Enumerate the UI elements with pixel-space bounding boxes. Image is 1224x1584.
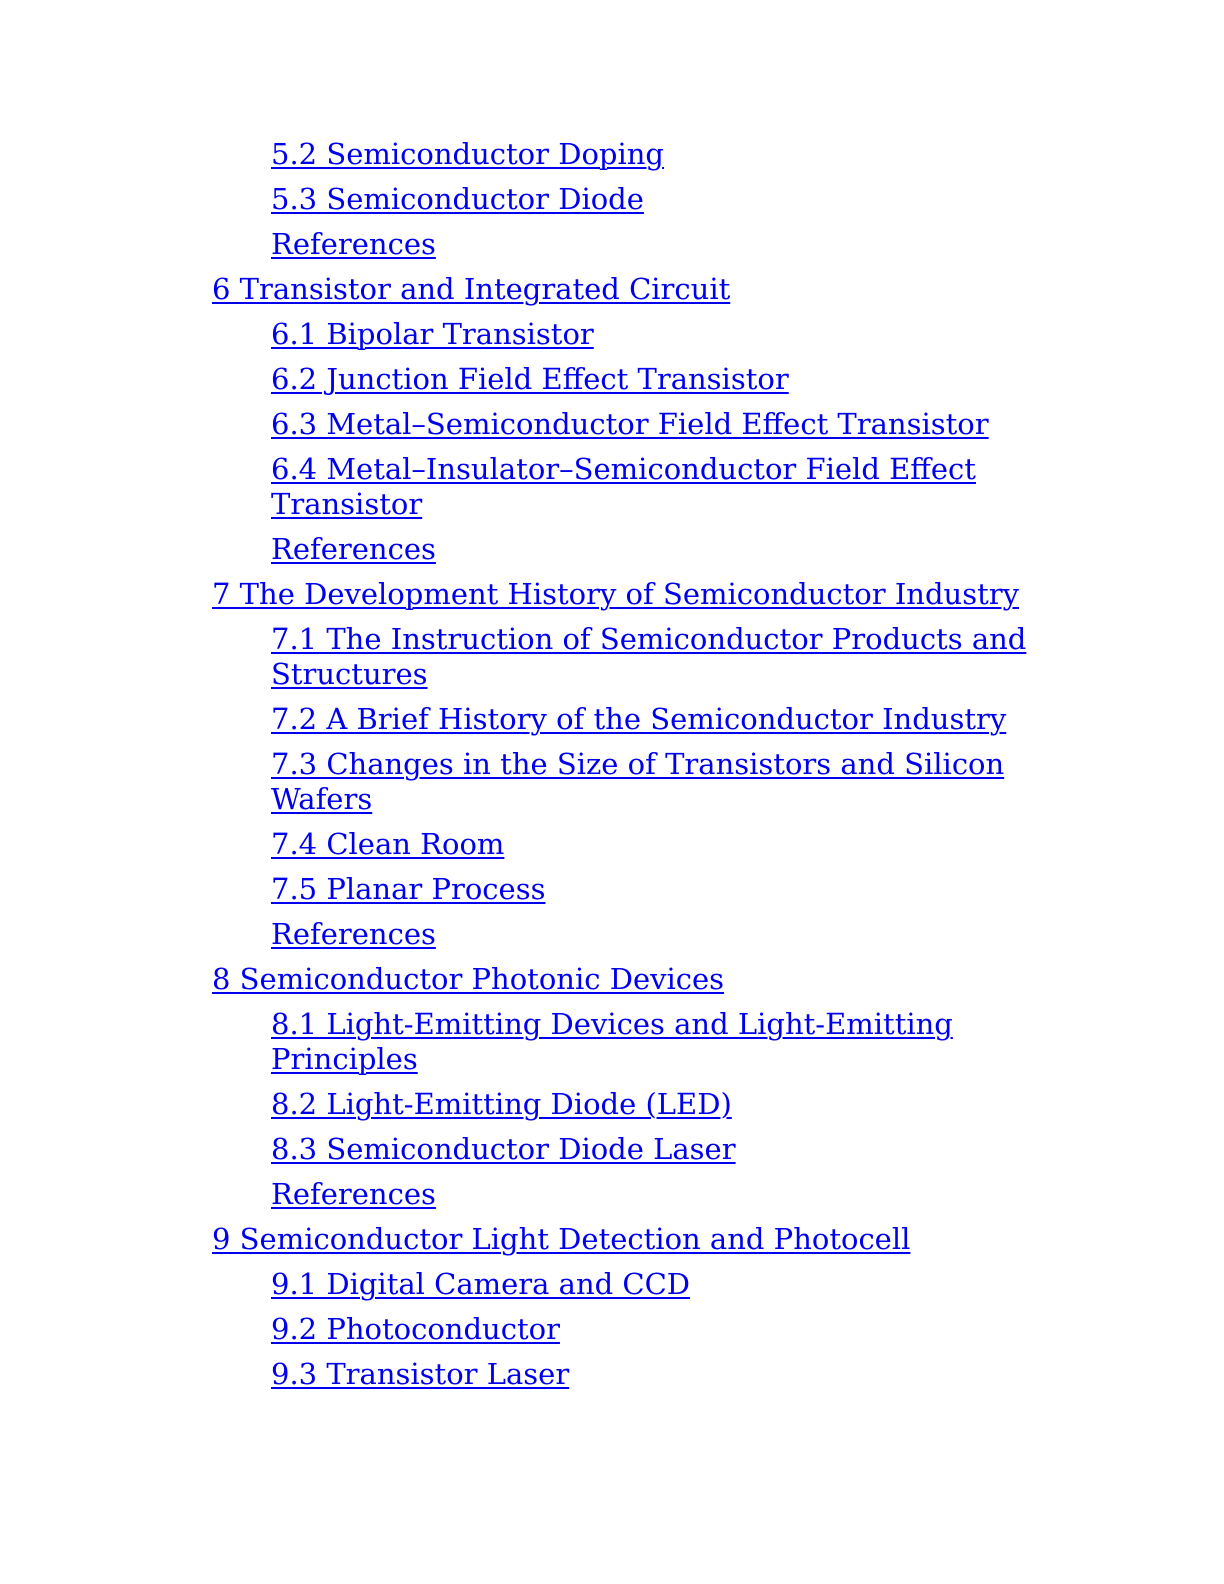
toc-chapter-entry xyxy=(212,1222,1062,1257)
toc-section-link[interactable]: 8.2 Light-Emitting Diode (LED) xyxy=(271,1087,732,1121)
toc-section-link[interactable]: 9.2 Photoconductor xyxy=(271,1312,560,1346)
toc-section-link[interactable]: 7.3 Changes in the Size of Transistors and Silicon Wafers xyxy=(271,747,1005,816)
toc-chapter-link[interactable]: 9 Semiconductor Light Detection and Photocell xyxy=(212,1222,911,1256)
toc-section-entry xyxy=(212,1312,1062,1347)
toc-section-entry xyxy=(212,1267,1062,1302)
toc-section-link[interactable]: 6.3 Metal–Semiconductor Field Effect Transistor xyxy=(271,407,989,441)
toc-section-link[interactable]: 5.2 Semiconductor Doping xyxy=(271,137,664,171)
toc-section-link[interactable]: 7.5 Planar Process xyxy=(271,872,546,906)
toc-section-link[interactable]: 7.4 Clean Room xyxy=(271,827,505,861)
toc-section-entry xyxy=(212,227,1062,262)
toc-section-link[interactable]: 9.1 Digital Camera and CCD xyxy=(271,1267,691,1301)
toc-section-link[interactable]: 7.1 The Instruction of Semiconductor Products and Structures xyxy=(271,622,1027,691)
toc-chapter-link[interactable]: 8 Semiconductor Photonic Devices xyxy=(212,962,725,996)
toc-section-entry xyxy=(212,452,1062,522)
toc-section-link[interactable]: 6.2 Junction Field Effect Transistor xyxy=(271,362,789,396)
toc-section-link[interactable]: References xyxy=(271,1177,436,1211)
toc-section-link[interactable]: References xyxy=(271,227,436,261)
toc-chapter-entry xyxy=(212,577,1062,612)
toc-section-entry xyxy=(212,137,1062,172)
toc-section-link[interactable]: 7.2 A Brief History of the Semiconductor Industry xyxy=(271,702,1007,736)
toc-section-link[interactable]: 9.3 Transistor Laser xyxy=(271,1357,570,1391)
toc-section-link[interactable]: 8.1 Light-Emitting Devices and Light-Emitting Principles xyxy=(271,1007,953,1076)
toc-section-entry xyxy=(212,622,1062,692)
toc-section-link[interactable]: 6.4 Metal–Insulator–Semiconductor Field Effect Transistor xyxy=(271,452,976,521)
toc-section-entry xyxy=(212,872,1062,907)
toc-section-entry xyxy=(212,1007,1062,1077)
toc-section-link[interactable]: 5.3 Semiconductor Diode xyxy=(271,182,644,216)
toc-section-link[interactable]: References xyxy=(271,532,436,566)
toc-section-entry xyxy=(212,1177,1062,1212)
toc-section-entry xyxy=(212,532,1062,567)
table-of-contents xyxy=(212,137,1062,1402)
toc-section-entry xyxy=(212,1132,1062,1167)
toc-section-entry xyxy=(212,747,1062,817)
toc-section-entry xyxy=(212,1087,1062,1122)
toc-chapter-link[interactable]: 6 Transistor and Integrated Circuit xyxy=(212,272,731,306)
toc-section-entry xyxy=(212,827,1062,862)
toc-section-entry xyxy=(212,1357,1062,1392)
toc-section-entry xyxy=(212,317,1062,352)
toc-chapter-entry xyxy=(212,272,1062,307)
toc-section-link[interactable]: References xyxy=(271,917,436,951)
toc-section-link[interactable]: 8.3 Semiconductor Diode Laser xyxy=(271,1132,736,1166)
toc-section-entry xyxy=(212,362,1062,397)
toc-chapter-entry xyxy=(212,962,1062,997)
toc-section-entry xyxy=(212,917,1062,952)
toc-chapter-link[interactable]: 7 The Development History of Semiconductor Industry xyxy=(212,577,1019,611)
toc-section-entry xyxy=(212,182,1062,217)
toc-section-entry xyxy=(212,407,1062,442)
toc-section-link[interactable]: 6.1 Bipolar Transistor xyxy=(271,317,594,351)
toc-section-entry xyxy=(212,702,1062,737)
